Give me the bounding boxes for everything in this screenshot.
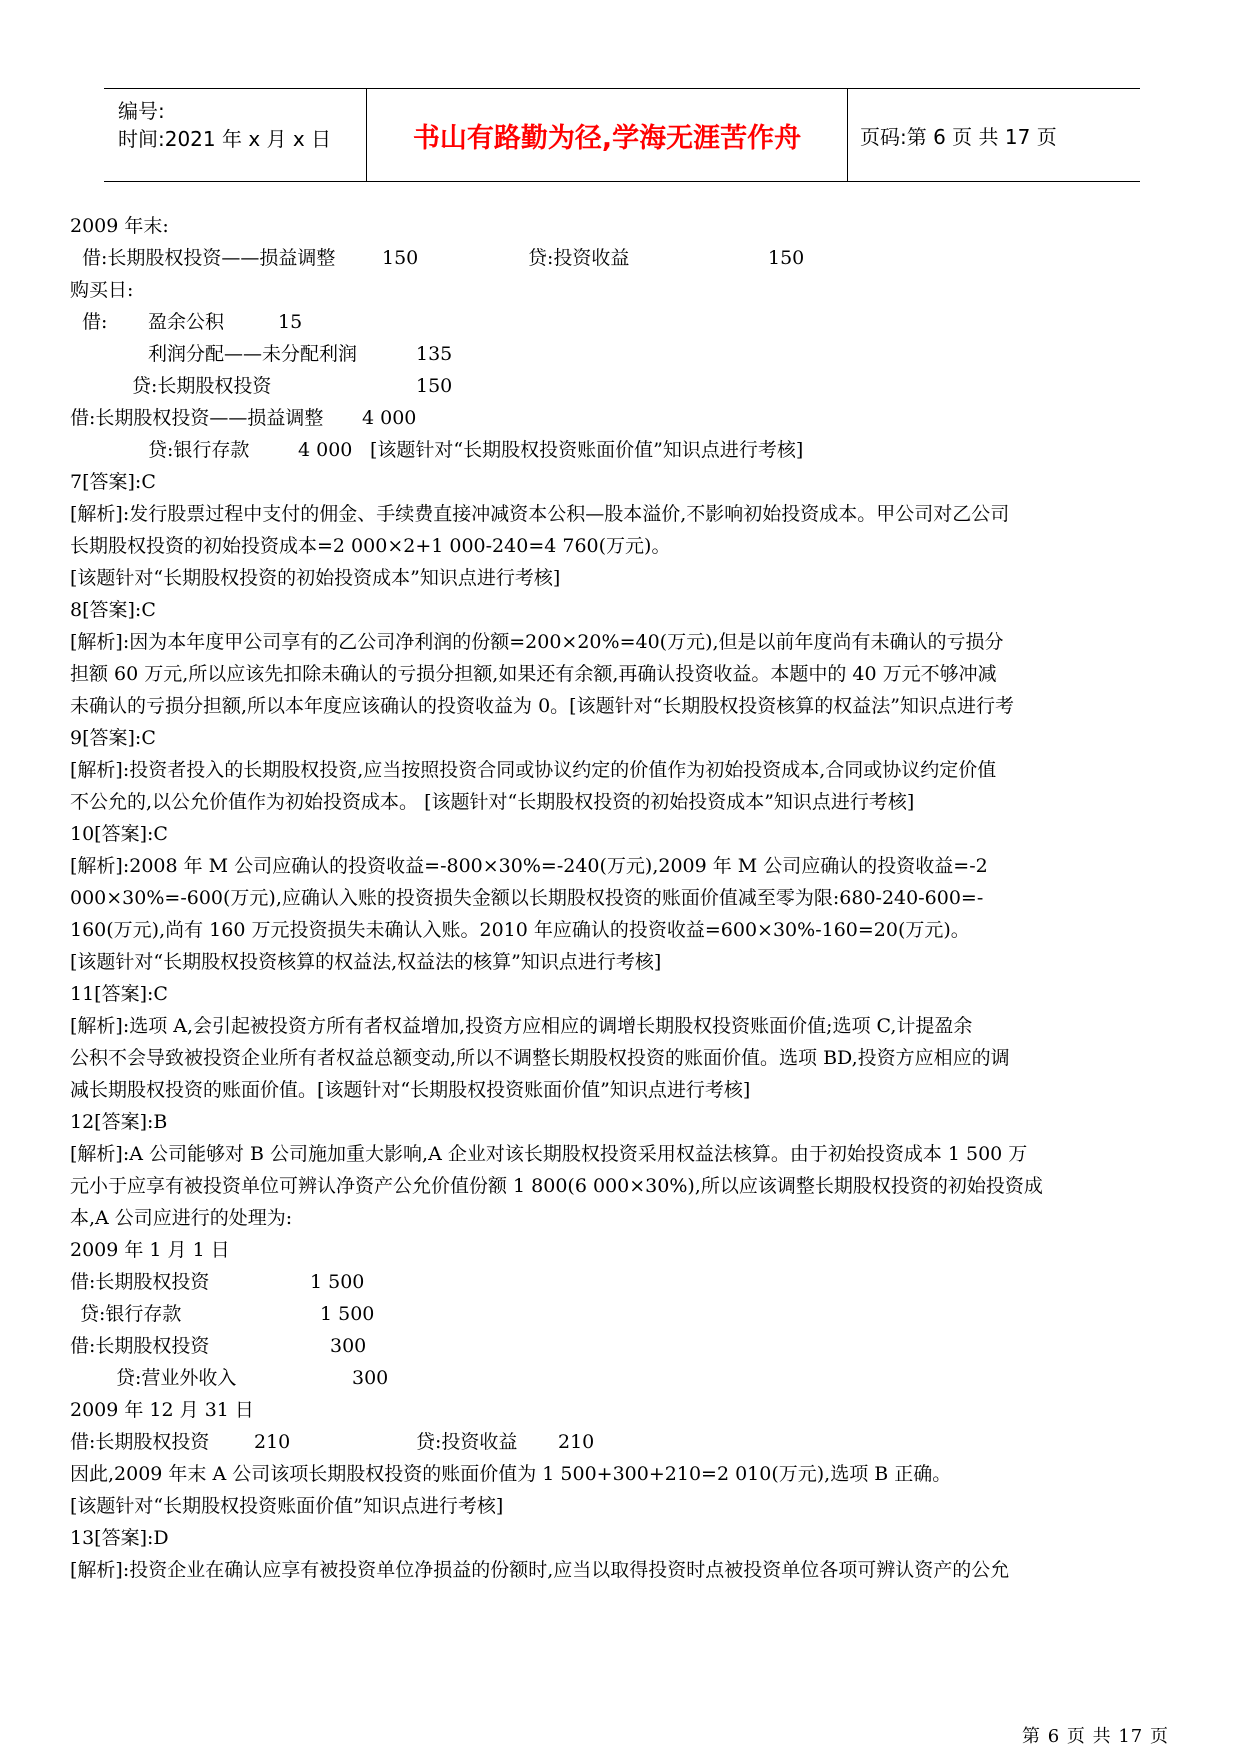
journal-entry-line: [70, 1300, 1180, 1328]
text-line: [解析]:因为本年度甲公司享有的乙公司净利润的份额=200×20%=40(万元),但是以前年度尚有未确认的亏损分: [70, 631, 1004, 653]
topic-note: [该题针对“长期股权投资核算的权益法,权益法的核算”知识点进行考核]: [70, 951, 662, 973]
header-page-number: 页码:第 6 页 共 17 页: [860, 124, 1057, 149]
answer-heading: 9[答案]:C: [70, 727, 156, 749]
text-line: [解析]:发行股票过程中支付的佣金、手续费直接冲减资本公积—股本溢价,不影响初始投资成本。甲公司对乙公司: [70, 503, 1010, 525]
document-number-label: 编号:: [118, 99, 165, 123]
entry-debit-amount: 135: [416, 343, 453, 365]
journal-entry-line: [70, 404, 1180, 432]
text-line: 长期股权投资的初始投资成本=2 000×2+1 000-240=4 760(万元)。: [70, 535, 671, 557]
text-line: 购买日:: [70, 279, 134, 301]
text-line: 2009 年 12 月 31 日: [70, 1399, 254, 1421]
entry-credit-amount: 210: [558, 1431, 595, 1453]
entry-debit-amount: 300: [330, 1335, 367, 1357]
text-line: 减长期股权投资的账面价值。[该题针对“长期股权投资账面价值”知识点进行考核]: [70, 1079, 751, 1101]
text-line: [解析]:投资者投入的长期股权投资,应当按照投资合同或协议约定的价值作为初始投资成本,合同或协议约定价值: [70, 759, 997, 781]
topic-note: [该题针对“长期股权投资账面价值”知识点进行考核]: [370, 439, 804, 461]
text-line: 不公允的,以公允价值作为初始投资成本。 [该题针对“长期股权投资的初始投资成本”知识点进行考核]: [70, 791, 915, 813]
entry-debit-account: 利润分配——未分配利润: [148, 343, 358, 365]
entry-credit-amount: 1 500: [320, 1303, 375, 1325]
entry-debit-account: 借:长期股权投资: [70, 1335, 210, 1357]
text-line: 000×30%=-600(万元),应确认入账的投资损失金额以长期股权投资的账面价值减至零为限:680-240-600=-: [70, 887, 984, 909]
entry-credit-account: 贷:长期股权投资: [132, 375, 272, 397]
journal-entry-line: [70, 372, 1180, 400]
journal-entry-line: [70, 308, 1180, 336]
text-line: 因此,2009 年末 A 公司该项长期股权投资的账面价值为 1 500+300+210=2 010(万元),选项 B 正确。: [70, 1463, 952, 1485]
entry-debit-amount: 150: [382, 247, 419, 269]
text-line: [解析]:2008 年 M 公司应确认的投资收益=-800×30%=-240(万元),2009 年 M 公司应确认的投资收益=-2: [70, 855, 988, 877]
entry-debit-marker: 借:: [82, 311, 108, 333]
text-line: [解析]:选项 A,会引起被投资方所有者权益增加,投资方应相应的调增长期股权投资账面价值;选项 C,计提盈余: [70, 1015, 973, 1037]
text-line: 本,A 公司应进行的处理为:: [70, 1207, 293, 1229]
text-line: 元小于应享有被投资单位可辨认净资产公允价值份额 1 800(6 000×30%),所以应该调整长期股权投资的初始投资成: [70, 1175, 1043, 1197]
header-info-cell: [104, 89, 367, 181]
entry-debit-amount: 1 500: [310, 1271, 365, 1293]
text-line: 2009 年末:: [70, 215, 169, 237]
text-line: 担额 60 万元,所以应该先扣除未确认的亏损分担额,如果还有余额,再确认投资收益。本题中的 40 万元不够冲减: [70, 663, 997, 685]
journal-entry-line: [70, 1428, 1180, 1456]
entry-debit-amount: 4 000: [362, 407, 417, 429]
entry-debit-account: 借:长期股权投资: [70, 1431, 210, 1453]
entry-credit-amount: 300: [352, 1367, 389, 1389]
entry-debit-account: 盈余公积: [148, 311, 225, 333]
journal-entry-line: [70, 1332, 1180, 1360]
entry-credit-amount: 150: [416, 375, 453, 397]
text-line: 未确认的亏损分担额,所以本年度应该确认的投资收益为 0。[该题针对“长期股权投资核算的权益法”知识点进行考: [70, 695, 1015, 717]
text-line: [解析]:投资企业在确认应享有被投资单位净损益的份额时,应当以取得投资时点被投资单位各项可辨认资产的公允: [70, 1559, 1010, 1581]
entry-debit-account: 借:长期股权投资——损益调整: [70, 407, 324, 429]
entry-debit-account: 借:长期股权投资: [70, 1271, 210, 1293]
entry-debit-amount: 210: [254, 1431, 291, 1453]
header-motto: 书山有路勤为径,学海无涯苦作舟: [367, 89, 848, 181]
text-line: 公积不会导致被投资企业所有者权益总额变动,所以不调整长期股权投资的账面价值。选项 BD,投资方应相应的调: [70, 1047, 1010, 1069]
entry-credit-amount: 150: [768, 247, 805, 269]
entry-credit-amount: 4 000: [298, 439, 353, 461]
answer-heading: 10[答案]:C: [70, 823, 168, 845]
journal-entry-line: [70, 244, 1180, 272]
journal-entry-line: [70, 1268, 1180, 1296]
answer-heading: 12[答案]:B: [70, 1111, 168, 1133]
journal-entry-line: [70, 340, 1180, 368]
entry-debit-amount: 15: [278, 311, 303, 333]
entry-credit-account: 贷:投资收益: [416, 1431, 518, 1453]
topic-note: [该题针对“长期股权投资的初始投资成本”知识点进行考核]: [70, 567, 561, 589]
text-line: 160(万元),尚有 160 万元投资损失未确认入账。2010 年应确认的投资收益=600×30%-160=20(万元)。: [70, 919, 970, 941]
entry-credit-account: 贷:银行存款: [80, 1303, 182, 1325]
entry-debit-account: 借:长期股权投资——损益调整: [82, 247, 336, 269]
topic-note: [该题针对“长期股权投资账面价值”知识点进行考核]: [70, 1495, 504, 1517]
entry-credit-account: 贷:投资收益: [528, 247, 630, 269]
text-line: 2009 年 1 月 1 日: [70, 1239, 230, 1261]
answer-heading: 8[答案]:C: [70, 599, 156, 621]
document-time-label: 时间:2021 年 x 月 x 日: [118, 127, 332, 151]
answer-heading: 13[答案]:D: [70, 1527, 169, 1549]
page-header: [104, 88, 1140, 182]
text-line: [解析]:A 公司能够对 B 公司施加重大影响,A 企业对该长期股权投资采用权益法核算。由于初始投资成本 1 500 万: [70, 1143, 1028, 1165]
journal-entry-line: [70, 436, 1180, 464]
answer-heading: 7[答案]:C: [70, 471, 156, 493]
entry-credit-account: 贷:营业外收入: [116, 1367, 237, 1389]
page-footer: 第 6 页 共 17 页: [1022, 1726, 1169, 1747]
entry-credit-account: 贷:银行存款: [148, 439, 250, 461]
answer-heading: 11[答案]:C: [70, 983, 168, 1005]
journal-entry-line: [70, 1364, 1180, 1392]
